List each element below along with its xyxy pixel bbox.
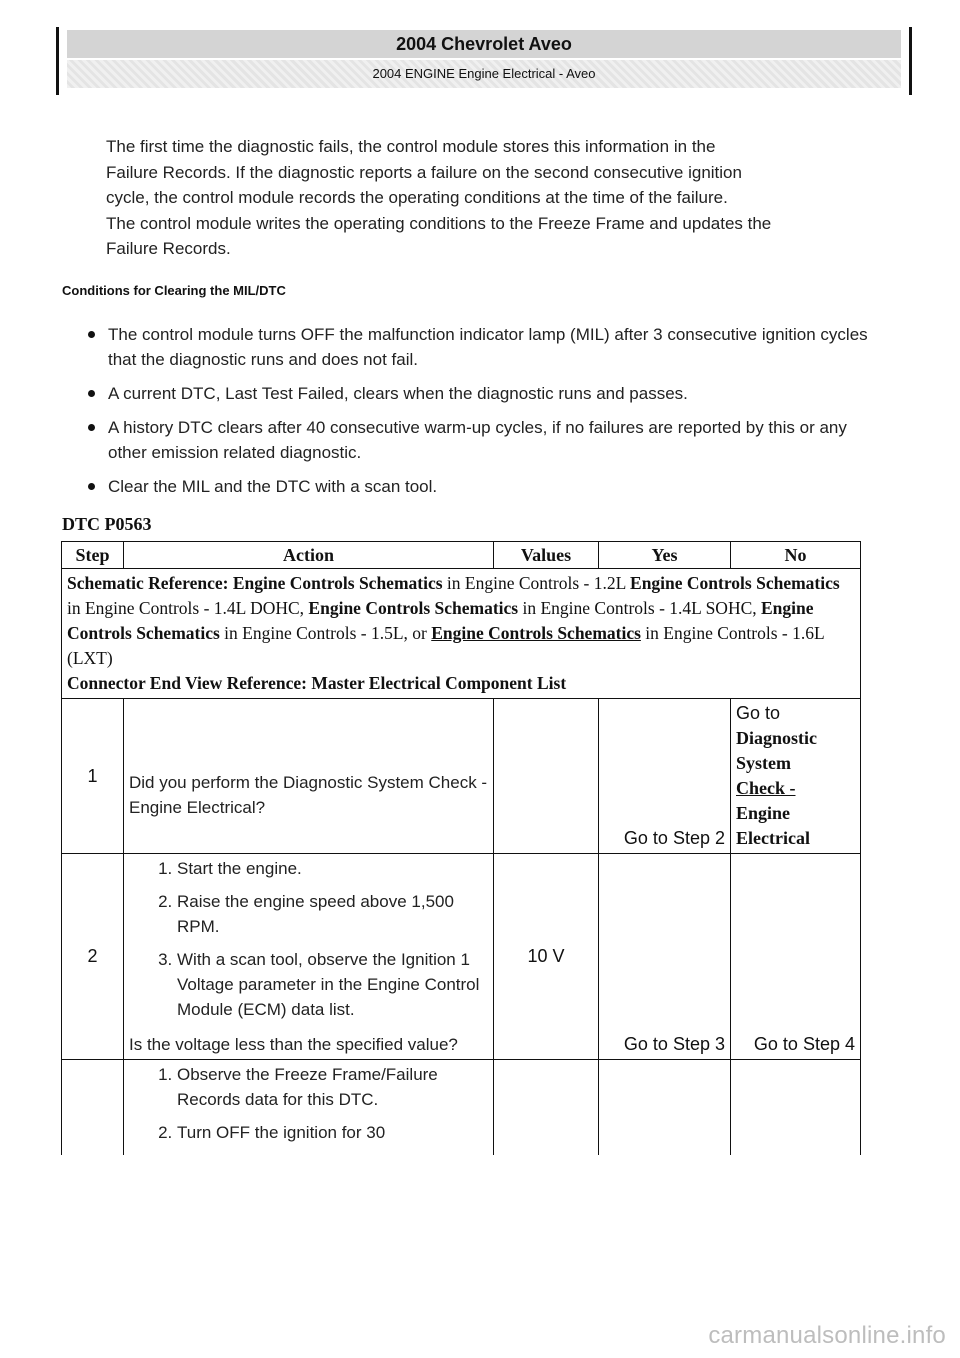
column-header-no: No xyxy=(731,542,861,569)
no-prefix: Go to xyxy=(736,703,781,723)
step-no[interactable]: Go to Step 4 xyxy=(731,854,861,1060)
table-row xyxy=(62,854,861,1060)
step-yes[interactable]: Go to Step 3 xyxy=(599,854,731,1060)
step-number xyxy=(62,1060,124,1156)
clearing-conditions-list xyxy=(86,322,886,508)
action-item: 3. With a scan tool, observe the Ignition 1 Voltage parameter in the Engine Control Module (ECM) data list. xyxy=(177,947,488,1022)
watermark: carmanualsonline.info xyxy=(708,1322,946,1349)
list-item: A history DTC clears after 40 consecutive warm-up cycles, if no failures are reported by this or any other emission related diagnostic. xyxy=(86,415,886,465)
action-item: 1. Start the engine. xyxy=(177,856,488,881)
intro-line: The first time the diagnostic fails, the control module stores this information in the xyxy=(106,137,716,156)
schematic-text: in Engine Controls - 1.6L (LXT) xyxy=(67,623,825,668)
schematic-link[interactable]: Engine Controls Schematics xyxy=(308,598,519,618)
diagnostic-table xyxy=(61,541,861,1155)
table-row xyxy=(62,1060,861,1156)
intro-line: Failure Records. If the diagnostic reports a failure on the second consecutive ignition xyxy=(106,162,742,182)
step-action: Did you perform the Diagnostic System Check - Engine Electrical? xyxy=(124,699,494,854)
schematic-link[interactable]: Engine Controls Schematics xyxy=(630,573,840,593)
schematic-text: in Engine Controls - 1.4L DOHC, xyxy=(67,598,305,618)
table-row xyxy=(62,699,861,854)
section-heading: Conditions for Clearing the MIL/DTC xyxy=(62,283,286,298)
table-header-row xyxy=(62,542,861,569)
schematic-reference-label: Schematic Reference: xyxy=(67,573,229,593)
list-item: The control module turns OFF the malfunction indicator lamp (MIL) after 3 consecutive ignition cycles that the diagnostic runs and does not fail. xyxy=(86,322,886,372)
connector-link[interactable]: Master Electrical Component List xyxy=(311,673,567,693)
action-item: 2. Turn OFF the ignition for 30 xyxy=(177,1120,488,1145)
connector-reference-label: Connector End View Reference: xyxy=(67,673,307,693)
intro-line: Failure Records. xyxy=(106,239,231,258)
schematic-link[interactable]: Engine Controls Schematics xyxy=(67,598,814,643)
schematic-reference-row xyxy=(62,569,861,699)
step-value: 10 V xyxy=(494,854,599,1060)
page-header xyxy=(56,27,912,95)
dtc-title: DTC P0563 xyxy=(62,514,152,534)
column-header-values: Values xyxy=(494,542,599,569)
step-no xyxy=(731,1060,861,1156)
step-action xyxy=(124,854,494,1060)
step-value xyxy=(494,699,599,854)
document-subtitle: 2004 ENGINE Engine Electrical - Aveo xyxy=(67,60,901,88)
list-item: Clear the MIL and the DTC with a scan tool. xyxy=(86,474,886,499)
schematic-link[interactable]: Engine Controls Schematics xyxy=(431,623,641,643)
step-yes[interactable]: Go to Step 2 xyxy=(599,699,731,854)
column-header-yes: Yes xyxy=(599,542,731,569)
schematic-text: in Engine Controls - 1.4L SOHC, xyxy=(522,598,757,618)
document-title: 2004 Chevrolet Aveo xyxy=(67,30,901,58)
action-question: Is the voltage less than the specified value? xyxy=(129,1035,458,1054)
schematic-text: in Engine Controls - 1.5L, or xyxy=(224,623,427,643)
no-link[interactable]: Diagnostic System xyxy=(736,728,817,773)
schematic-reference-cell xyxy=(62,569,861,699)
schematic-text: in Engine Controls - 1.2L xyxy=(446,573,626,593)
step-number: 1 xyxy=(62,699,124,854)
no-link[interactable]: Check - xyxy=(736,778,796,798)
intro-line: cycle, the control module records the operating conditions at the time of the failure. xyxy=(106,188,728,207)
column-header-step: Step xyxy=(62,542,124,569)
step-yes xyxy=(599,1060,731,1156)
action-item: 2. Raise the engine speed above 1,500 RPM. xyxy=(177,889,488,939)
intro-line: The control module writes the operating conditions to the Freeze Frame and updates the xyxy=(106,213,772,233)
step-value xyxy=(494,1060,599,1156)
no-link[interactable]: Engine Electrical xyxy=(736,803,810,848)
column-header-action: Action xyxy=(124,542,494,569)
step-no[interactable] xyxy=(731,699,861,854)
action-item: 1. Observe the Freeze Frame/Failure Records data for this DTC. xyxy=(177,1062,488,1112)
step-action xyxy=(124,1060,494,1156)
list-item: A current DTC, Last Test Failed, clears when the diagnostic runs and passes. xyxy=(86,381,886,406)
step-number: 2 xyxy=(62,854,124,1060)
intro-paragraph xyxy=(106,134,906,262)
schematic-link[interactable]: Engine Controls Schematics xyxy=(232,573,443,593)
